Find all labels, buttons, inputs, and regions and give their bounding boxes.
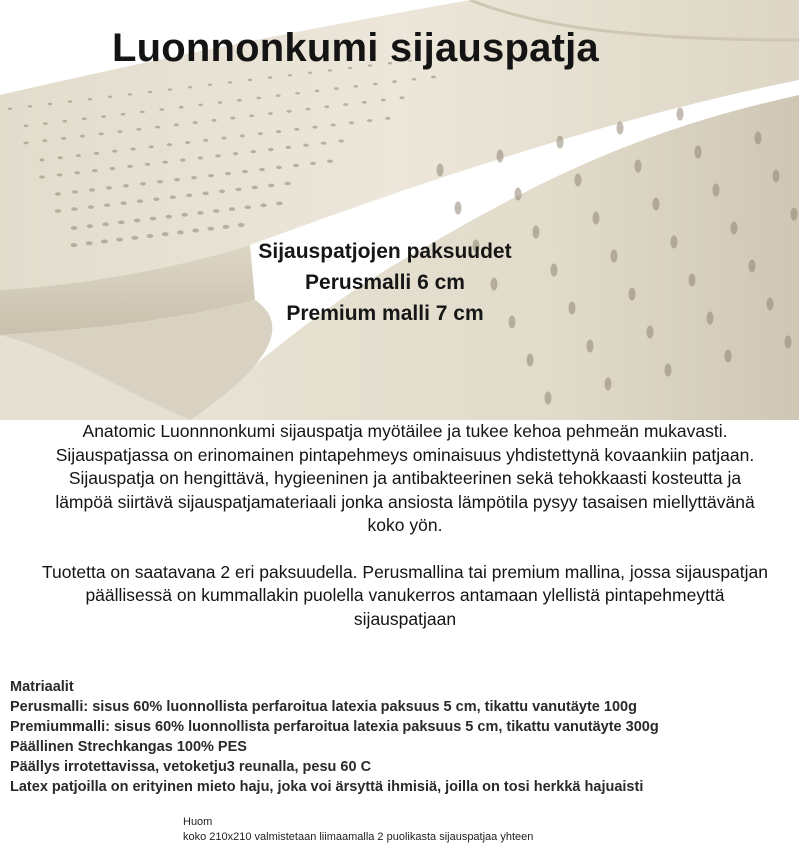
perforation-hole: [306, 108, 311, 111]
perforation-hole: [203, 192, 209, 196]
perforation-hole: [174, 123, 179, 126]
perforation-hole: [188, 86, 192, 88]
perforation-hole: [57, 173, 63, 176]
perforation-hole: [252, 186, 258, 190]
perforation-hole: [157, 180, 163, 183]
perforation-hole: [198, 156, 204, 159]
perforation-hole: [55, 209, 61, 213]
perforation-hole: [276, 202, 283, 206]
perforation-hole: [150, 217, 157, 221]
perforation-hole: [108, 96, 112, 98]
perforation-hole: [259, 168, 265, 171]
perforation-hole: [695, 146, 702, 159]
perforation-hole: [343, 103, 348, 106]
perforation-hole: [92, 169, 98, 172]
perforation-hole: [455, 202, 462, 215]
perforation-hole: [155, 126, 160, 129]
perforation-hole: [327, 160, 333, 163]
perforation-hole: [229, 207, 236, 211]
perforation-hole: [593, 212, 600, 225]
perforation-hole: [28, 105, 32, 107]
perforation-hole: [230, 117, 235, 120]
materials-section: [10, 677, 795, 797]
materials-line: Perusmalli: sisus 60% luonnollista perfaroitua latexia paksuus 5 cm, tikattu vanutäyte 100g: [10, 699, 637, 715]
perforation-hole: [116, 238, 123, 242]
perforation-hole: [725, 350, 732, 363]
perforation-hole: [321, 142, 327, 145]
perforation-hole: [149, 145, 154, 148]
perforation-hole: [773, 170, 780, 183]
page-title: Luonnonkumi sijauspatja: [112, 26, 599, 70]
perforation-hole: [268, 76, 272, 78]
perforation-hole: [39, 175, 45, 178]
description-paragraph-2: Tuotetta on saatavana 2 eri paksuudella. Perusmallina tai premium mallina, jossa sijauspatjan päällisessä on kummallakin puolella vanukerros antamaan ylellistä pintapehmeyttä sijauspatjaan: [42, 561, 768, 629]
perforation-hole: [276, 130, 281, 133]
perforation-hole: [207, 227, 214, 231]
perforation-hole: [71, 243, 78, 247]
perforation-hole: [238, 223, 245, 227]
perforation-hole: [168, 88, 172, 90]
perforation-hole: [349, 121, 354, 124]
perforation-hole: [287, 110, 292, 113]
product-description: [40, 420, 770, 631]
perforation-hole: [89, 188, 95, 191]
perforation-hole: [101, 115, 106, 118]
perforation-hole: [731, 222, 738, 235]
perforation-hole: [223, 225, 230, 229]
perforation-hole: [249, 114, 254, 117]
perforation-hole: [101, 239, 108, 243]
perforation-hole: [527, 354, 534, 367]
perforation-hole: [713, 184, 720, 197]
perforation-hole: [131, 236, 138, 240]
perforation-hole: [373, 83, 378, 86]
materials-heading: Matriaalit: [10, 679, 74, 695]
perforation-hole: [248, 79, 252, 81]
perforation-hole: [43, 122, 48, 125]
perforation-hole: [86, 241, 93, 245]
perforation-hole: [127, 165, 133, 168]
perforation-hole: [749, 260, 756, 273]
materials-line: Latex patjoilla on erityinen mieto haju, joka voi ärsyttä ihmisiä, joilla on tosi herkkä hajuaisti: [10, 779, 644, 795]
thickness-heading: Sijauspatjojen paksuudet: [258, 240, 512, 263]
perforation-hole: [39, 158, 44, 161]
perforation-hole: [605, 378, 612, 391]
perforation-hole: [791, 208, 798, 221]
perforation-hole: [71, 226, 78, 230]
perforation-hole: [557, 136, 564, 149]
materials-line: Premiummalli: sisus 60% luonnollista perfaroitua latexia paksuus 5 cm, tikattu vanutäyte 300g: [10, 719, 659, 735]
perforation-hole: [203, 139, 208, 142]
perforation-hole: [112, 150, 117, 153]
perforation-hole: [197, 211, 204, 215]
perforation-hole: [148, 91, 152, 93]
perforation-hole: [785, 336, 792, 349]
perforation-hole: [431, 76, 436, 79]
perforation-hole: [242, 170, 248, 173]
perforation-hole: [689, 274, 696, 287]
perforation-hole: [755, 132, 762, 145]
perforation-hole: [308, 72, 312, 74]
materials-line: Päällys irrotettavissa, vetoketju3 reunalla, pesu 60 C: [10, 759, 372, 775]
perforation-hole: [276, 94, 281, 97]
perforation-hole: [635, 160, 642, 173]
perforation-hole: [162, 232, 169, 236]
perforation-hole: [665, 364, 672, 377]
perforation-hole: [128, 93, 132, 95]
perforation-hole: [221, 137, 226, 140]
perforation-hole: [24, 125, 29, 128]
perforation-hole: [170, 195, 176, 199]
perforation-hole: [250, 150, 256, 153]
perforation-hole: [193, 121, 198, 124]
perforation-hole: [235, 188, 241, 192]
perforation-hole: [245, 205, 252, 209]
mattress-hero: [0, 0, 799, 420]
perforation-hole: [94, 152, 99, 155]
perforation-hole: [400, 96, 405, 99]
perforation-hole: [285, 182, 291, 186]
perforation-hole: [118, 130, 123, 133]
perforation-hole: [58, 156, 63, 159]
perforation-hole: [71, 207, 77, 211]
perforation-hole: [118, 220, 125, 224]
perforation-hole: [82, 118, 87, 121]
perforation-hole: [177, 230, 184, 234]
perforation-hole: [166, 215, 173, 219]
perforation-hole: [140, 182, 146, 185]
perforation-hole: [515, 188, 522, 201]
perforation-hole: [653, 198, 660, 211]
perforation-hole: [76, 154, 81, 157]
perforation-hole: [62, 120, 67, 123]
perforation-hole: [198, 104, 203, 107]
perforation-hole: [208, 174, 214, 177]
perforation-hole: [180, 158, 186, 161]
perforation-hole: [310, 162, 316, 165]
perforation-hole: [74, 171, 80, 174]
perforation-hole: [575, 174, 582, 187]
perforation-hole: [215, 154, 221, 157]
perforation-hole: [159, 108, 164, 111]
perforation-hole: [240, 134, 245, 137]
perforation-hole: [123, 184, 129, 187]
perforation-hole: [106, 186, 112, 189]
perforation-hole: [218, 101, 223, 104]
perforation-hole: [102, 222, 109, 226]
note-text: koko 210x210 valmistetaan liimaamalla 2 puolikasta sijauspatjaa yhteen: [183, 831, 534, 843]
perforation-hole: [671, 236, 678, 249]
perforation-hole: [87, 224, 94, 228]
perforation-hole: [258, 132, 263, 135]
perforation-hole: [167, 143, 172, 146]
perforation-hole: [174, 178, 180, 181]
perforation-hole: [385, 117, 390, 120]
perforation-hole: [88, 205, 94, 209]
perforation-hole: [68, 100, 72, 102]
perforation-hole: [629, 288, 636, 301]
perforation-hole: [293, 164, 299, 167]
perforation-hole: [707, 312, 714, 325]
perforation-hole: [8, 108, 12, 110]
perforation-hole: [611, 250, 618, 263]
perforation-hole: [288, 74, 292, 76]
perforation-hole: [412, 78, 417, 81]
perforation-hole: [286, 146, 292, 149]
perforation-hole: [99, 132, 104, 135]
perforation-hole: [191, 176, 197, 179]
perforation-hole: [233, 152, 239, 155]
perforation-hole: [186, 193, 192, 197]
thickness-info: [190, 236, 580, 329]
perforation-hole: [147, 234, 154, 238]
perforation-hole: [367, 119, 372, 122]
perforation-hole: [121, 201, 127, 205]
perforation-hole: [212, 119, 217, 122]
note-section: [183, 815, 783, 845]
perforation-hole: [338, 139, 344, 142]
perforation-hole: [353, 85, 358, 88]
perforation-hole: [179, 106, 184, 109]
perforation-hole: [185, 141, 190, 144]
perforation-hole: [312, 126, 317, 129]
note-label: Huom: [183, 816, 213, 828]
perforation-hole: [72, 190, 78, 193]
perforation-hole: [268, 112, 273, 115]
perforation-hole: [677, 108, 684, 121]
perforation-hole: [134, 219, 141, 223]
perforation-hole: [545, 392, 552, 405]
perforation-hole: [381, 99, 386, 102]
perforation-hole: [55, 192, 61, 195]
perforation-hole: [219, 190, 225, 194]
perforation-hole: [331, 123, 336, 126]
materials-line: Päällinen Strechkangas 100% PES: [10, 739, 247, 755]
perforation-hole: [104, 203, 110, 207]
perforation-hole: [334, 87, 339, 90]
perforation-hole: [225, 172, 231, 175]
perforation-hole: [260, 203, 267, 207]
perforation-hole: [617, 122, 624, 135]
perforation-hole: [162, 161, 168, 164]
perforation-hole: [303, 144, 309, 147]
perforation-hole: [42, 139, 47, 142]
perforation-hole: [136, 128, 141, 131]
perforation-hole: [295, 92, 300, 95]
perforation-hole: [437, 164, 444, 177]
perforation-hole: [392, 80, 397, 83]
perforation-hole: [276, 166, 282, 169]
perforation-hole: [181, 213, 188, 217]
perforation-hole: [192, 229, 199, 233]
perforation-hole: [48, 103, 52, 105]
perforation-hole: [24, 141, 29, 144]
perforation-hole: [228, 81, 232, 83]
perforation-hole: [315, 90, 320, 93]
perforation-hole: [237, 99, 242, 102]
perforation-hole: [80, 135, 85, 138]
perforation-hole: [256, 97, 261, 100]
perforation-hole: [110, 167, 116, 170]
thickness-basic: Perusmalli 6 cm: [305, 271, 465, 294]
perforation-hole: [121, 113, 126, 116]
perforation-hole: [61, 137, 66, 140]
perforation-hole: [213, 209, 220, 213]
perforation-hole: [140, 111, 145, 114]
perforation-hole: [362, 101, 367, 104]
perforation-hole: [88, 98, 92, 100]
perforation-hole: [208, 84, 212, 86]
perforation-hole: [647, 326, 654, 339]
perforation-hole: [268, 148, 274, 151]
perforation-hole: [137, 199, 143, 203]
perforation-hole: [767, 298, 774, 311]
description-paragraph-1: Anatomic Luonnnonkumi sijauspatja myötäilee ja tukee kehoa pehmeän mukavasti. Sijauspatjassa on erinomainen pintapehmeys ominaisuus yhdistettynä kovaankiin patjaan. Sijauspatja on hengittävä, hygieeninen ja antibakteerinen sekä tehokkaasti kosteutta ja lämpöä siirtävä sijauspatjamateriaali jonka ansiosta lämpötila pysyy tasaisen miellyttävänä koko yön.: [55, 421, 755, 535]
perforation-hole: [497, 150, 504, 163]
perforation-hole: [587, 340, 594, 353]
perforation-hole: [153, 197, 159, 201]
perforation-hole: [324, 105, 329, 108]
perforation-hole: [145, 163, 151, 166]
thickness-premium: Premium malli 7 cm: [286, 302, 484, 325]
perforation-hole: [294, 128, 299, 131]
perforation-hole: [130, 148, 135, 151]
perforation-hole: [268, 184, 274, 188]
